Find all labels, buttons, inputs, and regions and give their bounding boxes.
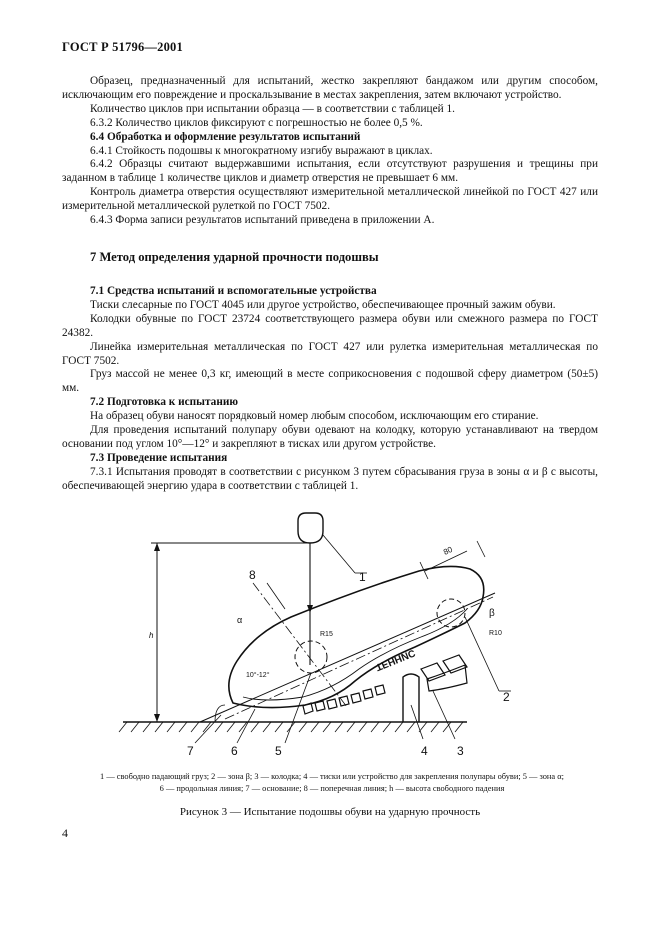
paragraph: 6.4.1 Стойкость подошвы к многократному изгибу выражают в циклах.: [90, 144, 433, 157]
document-header: ГОСТ Р 51796—2001: [62, 40, 183, 54]
callout-3: 3: [457, 744, 464, 758]
paragraph: 7.3.1 Испытания проводят в соответствии с рисунком 3 путем сбрасывания груза в зоны α и β с высоты, обеспечивающей энергию удара в соответствии с таблицей 1.: [62, 465, 598, 492]
paragraph: Тиски слесарные по ГОСТ 4045 или другое устройство, обеспечивающее прочный зажим обуви.: [90, 298, 556, 311]
paragraph: Линейка измерительная металлическая по ГОСТ 427 или рулетка измерительная металлическая по ГОСТ 7502.: [62, 340, 598, 367]
callout-7: 7: [187, 744, 194, 758]
transverse-line: [253, 583, 347, 707]
paragraph: 6.4.2 Образцы считают выдержавшими испытания, если отсутствуют разрушения и трещины при заданном в таблице 1 количестве циклов и диаметр отверстия не превышает 6 мм.: [62, 158, 598, 185]
label-r15: R15: [320, 631, 333, 638]
shoe-sole: [229, 566, 484, 707]
section-7-title-wrap: [62, 251, 598, 265]
paragraph: Количество циклов при испытании образца — в соответствии с таблицей 1.: [90, 102, 455, 115]
subsection-heading: 6.4 Обработка и оформление результатов испытаний: [90, 130, 361, 143]
section-title: 7 Метод определения ударной прочности подошвы: [90, 250, 379, 264]
figure-legend: [34, 771, 630, 794]
subsection-heading: 7.2 Подготовка к испытанию: [90, 396, 238, 409]
zone-alpha-circle: [295, 641, 327, 673]
figure-caption: Рисунок 3 — Испытание подошвы обуви на ударную прочность: [179, 806, 481, 818]
callout-4: 4: [421, 744, 428, 758]
label-angle: 10°-12°: [246, 672, 270, 679]
page-number: 4: [62, 826, 68, 840]
legend-line-1: 1 — свободно падающий груз; 2 — зона β; 3 — колодка; 4 — тиски или устройство для закрепления полупары обуви; 5 — зона α;: [100, 772, 564, 781]
label-r10: R10: [489, 630, 502, 637]
legend-line-2: 6 — продольная линия; 7 — основание; 8 — поперечная линия; h — высота свободного падения: [159, 783, 505, 793]
subsection-heading: 7.3 Проведение испытания: [90, 451, 228, 464]
label-h: h: [149, 631, 154, 640]
figure-3-drawing: [115, 505, 525, 767]
subsection-heading: 7.1 Средства испытаний и вспомогательные устройства: [90, 285, 377, 297]
paragraph: 6.3.2 Количество циклов фиксируют с погрешностью не более 0,5 %.: [90, 116, 423, 129]
callout-1: 1: [359, 570, 366, 584]
callout-2: 2: [503, 690, 510, 704]
longitudinal-line: [225, 597, 493, 719]
callout-8: 8: [249, 568, 256, 582]
paragraph: Груз массой не менее 0,3 кг, имеющий в месте соприкосновения с подошвой сферу диаметром (50±5) мм.: [62, 368, 598, 395]
paragraph: Контроль диаметра отверстия осуществляют измерительной металлической линейкой по ГОСТ 427 или измерительной металлической рулеткой по ГОСТ 7502.: [62, 186, 598, 213]
label-alpha: α: [237, 615, 243, 625]
label-dim-80: 80: [442, 544, 454, 557]
falling-weight: [298, 513, 323, 543]
sole-brand-text: ТЕННИС: [373, 646, 417, 673]
text-block-6-3: [62, 75, 598, 228]
callout-5: 5: [275, 744, 282, 758]
callout-6: 6: [231, 744, 238, 758]
label-beta: β: [489, 608, 495, 619]
paragraph: Колодки обувные по ГОСТ 23724 соответствующего размера обуви или смежного размера по ГОСТ 24382.: [62, 312, 598, 339]
paragraph: Для проведения испытаний полупару обуви одевают на колодку, которую устанавливают на твердом основании под углом 10°—12° и закрепляют в тисках или другом устройстве.: [62, 424, 598, 450]
vise-clamp: [403, 674, 419, 722]
text-block-7: [62, 285, 598, 494]
figure-3: [115, 505, 525, 772]
paragraph: Образец, предназначенный для испытаний, жестко закрепляют бандажом или другим способом, исключающим его повреждение и проскальзывание в местах закрепления, затем включают устройство.: [62, 75, 598, 101]
paragraph: На образец обуви наносят порядковый номер любым способом, исключающим его стирание.: [90, 410, 539, 423]
paragraph: 6.4.3 Форма записи результатов испытаний приведена в приложении А.: [90, 214, 435, 227]
